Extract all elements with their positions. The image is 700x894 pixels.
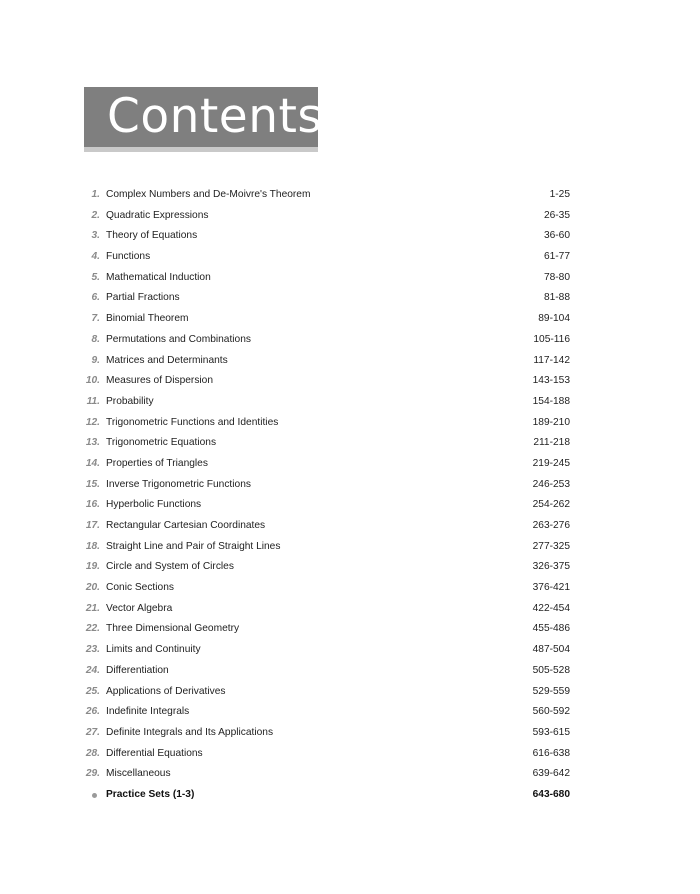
toc-entry	[0, 516, 700, 537]
chapter-number: 2.	[91, 209, 100, 221]
chapter-title: Differential Equations	[106, 747, 203, 759]
chapter-number: 22.	[85, 623, 100, 635]
contents-heading-block	[84, 87, 323, 152]
chapter-number: 23.	[85, 644, 100, 656]
chapter-number: 6.	[91, 292, 100, 304]
chapter-title: Quadratic Expressions	[106, 209, 209, 221]
chapter-number: 24.	[85, 664, 100, 676]
chapter-number: 13.	[85, 437, 100, 449]
chapter-title: Probability	[106, 395, 154, 407]
toc-entry	[0, 330, 700, 351]
chapter-title: Inverse Trigonometric Functions	[106, 478, 251, 490]
chapter-title: Definite Integrals and Its Applications	[106, 726, 274, 738]
chapter-number: 7.	[91, 313, 100, 325]
chapter-title: Matrices and Determinants	[106, 354, 228, 366]
toc-entry	[0, 288, 700, 309]
page-range: 376-421	[532, 582, 570, 594]
toc-entry	[0, 744, 700, 765]
chapter-number: 15.	[85, 478, 100, 490]
page-range: 529-559	[532, 685, 570, 697]
page-range: 189-210	[532, 416, 570, 428]
chapter-title: Measures of Dispersion	[106, 375, 214, 387]
page-range: 105-116	[533, 333, 570, 345]
toc-entry	[0, 578, 700, 599]
chapter-title: Mathematical Induction	[106, 271, 211, 283]
chapter-title: Trigonometric Functions and Identities	[106, 416, 279, 428]
practice-sets-title: Practice Sets (1-3)	[106, 788, 195, 800]
chapter-title: Circle and System of Circles	[106, 561, 234, 573]
page-range: 26-35	[543, 209, 570, 221]
chapter-title: Conic Sections	[106, 582, 174, 594]
page-range: 326-375	[532, 561, 570, 573]
chapter-number: 27.	[85, 726, 100, 738]
toc-entry	[0, 661, 700, 682]
chapter-title: Functions	[106, 251, 151, 263]
toc-entry	[0, 619, 700, 640]
table-of-contents	[0, 185, 700, 806]
chapter-number: 5.	[91, 271, 100, 283]
toc-entry	[0, 206, 700, 227]
page-range: 277-325	[532, 540, 570, 552]
page-range: 81-88	[543, 292, 570, 304]
chapter-title: Vector Algebra	[106, 602, 173, 614]
page-range: 36-60	[543, 230, 570, 242]
chapter-number: 18.	[85, 540, 100, 552]
practice-sets-pages: 643-680	[532, 788, 570, 800]
toc-entry	[0, 185, 700, 206]
page-range: 639-642	[532, 768, 570, 780]
toc-entry	[0, 247, 700, 268]
chapter-title: Three Dimensional Geometry	[106, 623, 240, 635]
toc-entry	[0, 764, 700, 785]
page-range: 61-77	[543, 251, 570, 263]
toc-entry	[0, 433, 700, 454]
chapter-number: 11.	[86, 395, 100, 407]
chapter-number: 26.	[85, 706, 100, 718]
toc-entry	[0, 454, 700, 475]
toc-entry	[0, 723, 700, 744]
toc-entry	[0, 351, 700, 372]
chapter-title: Binomial Theorem	[106, 313, 189, 325]
page-range: 211-218	[533, 437, 570, 449]
toc-entry	[0, 702, 700, 723]
toc-entry	[0, 537, 700, 558]
chapter-number: 3.	[91, 230, 100, 242]
chapter-number: 17.	[85, 520, 100, 531]
chapter-number: 12.	[85, 416, 100, 428]
page-range: 246-253	[532, 478, 570, 490]
chapter-number: 21.	[85, 602, 100, 614]
toc-entry	[0, 309, 700, 330]
toc-entry	[0, 371, 700, 392]
page-range: 455-486	[532, 623, 570, 635]
chapter-number: 19.	[85, 561, 100, 573]
page-range: 263-276	[532, 520, 570, 531]
chapter-number: 29.	[85, 768, 100, 780]
chapter-number: 28.	[85, 747, 100, 759]
page-range: 505-528	[532, 664, 570, 676]
toc-entry	[0, 640, 700, 661]
chapter-number: 25.	[85, 685, 100, 697]
toc-entry	[0, 599, 700, 620]
page-range: 117-142	[533, 354, 570, 366]
chapter-number: 20.	[85, 582, 100, 594]
toc-entry	[0, 268, 700, 289]
page-range: 78-80	[543, 271, 570, 283]
page-range: 593-615	[532, 726, 570, 738]
toc-entry	[0, 475, 700, 496]
toc-entry	[0, 557, 700, 578]
toc-entry	[0, 226, 700, 247]
chapter-number: 4.	[91, 251, 100, 263]
page-range: 1-25	[549, 189, 570, 200]
chapter-number: 1.	[91, 189, 100, 200]
chapter-title: Partial Fractions	[106, 292, 180, 304]
chapter-title: Limits and Continuity	[106, 644, 201, 656]
page-range: 487-504	[532, 644, 570, 656]
chapter-title: Miscellaneous	[106, 768, 171, 780]
toc-entry	[0, 682, 700, 703]
chapter-number: 8.	[91, 333, 100, 345]
chapter-title: Trigonometric Equations	[106, 437, 217, 449]
toc-entry	[0, 495, 700, 516]
chapter-title: Complex Numbers and De-Moivre's Theorem	[106, 189, 311, 200]
chapter-title: Permutations and Combinations	[106, 333, 251, 345]
page-range: 219-245	[532, 457, 570, 469]
chapter-title: Rectangular Cartesian Coordinates	[106, 520, 266, 531]
page-title: Contents	[107, 89, 323, 144]
chapter-number: 16.	[85, 499, 100, 511]
chapter-title: Applications of Derivatives	[106, 685, 226, 697]
toc-entry-practice-sets	[0, 785, 700, 806]
page-range: 560-592	[532, 706, 570, 718]
page-range: 89-104	[538, 313, 570, 325]
page-range: 254-262	[532, 499, 570, 511]
chapter-title: Differentiation	[106, 664, 169, 676]
bullet-icon	[92, 793, 97, 798]
chapter-title: Properties of Triangles	[106, 457, 208, 469]
page-range: 154-188	[532, 395, 570, 407]
chapter-number: 10.	[85, 375, 100, 387]
page-range: 616-638	[532, 747, 570, 759]
chapter-title: Hyperbolic Functions	[106, 499, 202, 511]
page-range: 422-454	[532, 602, 570, 614]
page-range: 143-153	[532, 375, 570, 387]
toc-entry	[0, 392, 700, 413]
chapter-title: Theory of Equations	[106, 230, 198, 242]
chapter-title: Indefinite Integrals	[106, 706, 190, 718]
chapter-title: Straight Line and Pair of Straight Lines	[106, 540, 281, 552]
chapter-number: 9.	[91, 354, 100, 366]
chapter-number: 14.	[85, 457, 100, 469]
toc-entry	[0, 413, 700, 434]
